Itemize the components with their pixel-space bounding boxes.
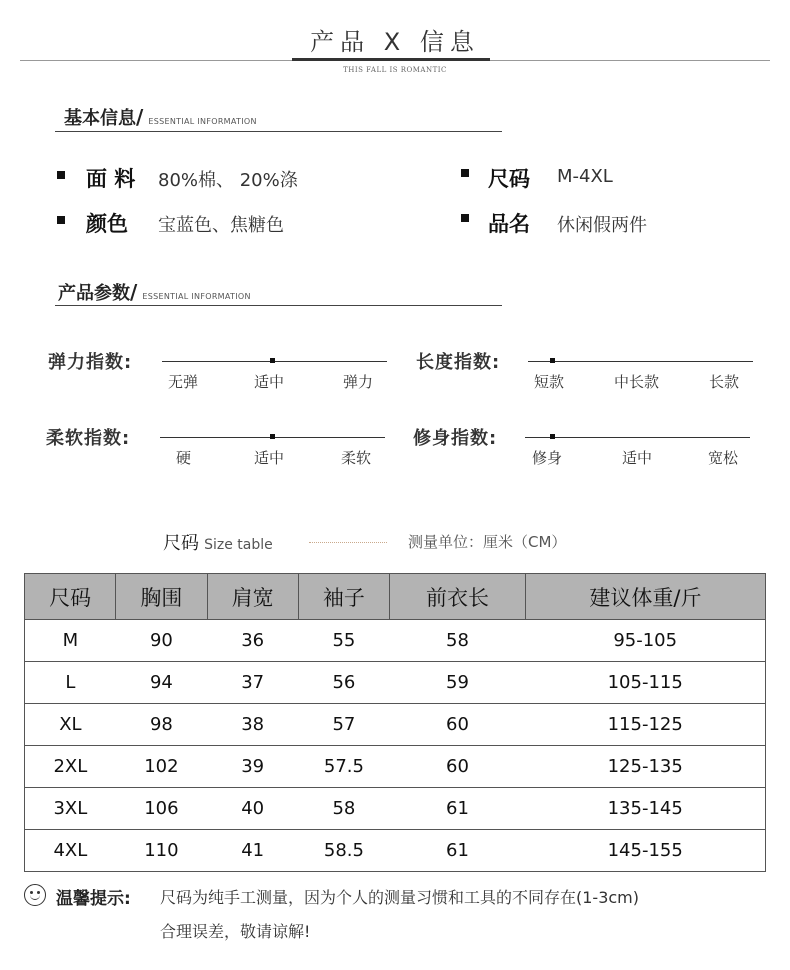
table-cell: 41	[207, 830, 298, 872]
table-row	[25, 704, 766, 746]
tip-label: 温馨提示:	[56, 889, 131, 909]
table-cell: 38	[207, 704, 298, 746]
table-cell: 36	[207, 620, 298, 662]
index-tick: 适中	[254, 373, 285, 391]
bullet-square	[461, 214, 469, 222]
table-cell: 58	[390, 620, 526, 662]
table-cell: 3XL	[25, 788, 116, 830]
table-cell: 102	[116, 746, 207, 788]
info-label-name: 品名	[488, 212, 530, 236]
table-cell: 94	[116, 662, 207, 704]
basic-info-divider	[55, 131, 502, 132]
table-row	[25, 620, 766, 662]
table-cell: 106	[116, 788, 207, 830]
info-value-color: 宝蓝色、焦糖色	[158, 215, 284, 236]
index-tick: 弹力	[343, 373, 374, 391]
index-label-elasticity: 弹力指数:	[48, 352, 133, 373]
bullet-square	[57, 171, 65, 179]
page-subtitle: THIS FALL IS ROMANTIC	[343, 66, 447, 74]
table-cell: 110	[116, 830, 207, 872]
title-underline	[292, 58, 490, 61]
index-tick: 中长款	[614, 373, 660, 391]
table-cell: 145-155	[525, 830, 765, 872]
size-table-unit: 测量单位：厘米（CM）	[408, 533, 567, 551]
table-cell: 58	[298, 788, 389, 830]
table-cell: 61	[390, 788, 526, 830]
index-marker	[270, 358, 275, 363]
info-value-fabric: 80%棉、 20%涤	[158, 170, 298, 191]
column-header: 袖子	[298, 574, 389, 620]
table-cell: 135-145	[525, 788, 765, 830]
size-table-caption	[163, 529, 273, 555]
info-label-color: 颜色	[86, 212, 128, 236]
table-cell: 57	[298, 704, 389, 746]
table-cell: 125-135	[525, 746, 765, 788]
basic-info-heading-en: ESSENTIAL INFORMATION	[148, 117, 257, 126]
table-row	[25, 662, 766, 704]
page-title: 产品 X 信息	[310, 28, 480, 56]
basic-info-heading	[64, 104, 257, 130]
info-value-size: M-4XL	[557, 166, 613, 187]
bullet-square	[57, 216, 65, 224]
table-cell: 2XL	[25, 746, 116, 788]
index-scale-line	[525, 437, 750, 438]
table-cell: 105-115	[525, 662, 765, 704]
table-cell: 60	[390, 704, 526, 746]
heading-slash: /	[136, 105, 144, 129]
smiley-icon	[24, 884, 46, 906]
table-cell: 39	[207, 746, 298, 788]
bullet-square	[461, 169, 469, 177]
index-tick: 短款	[534, 373, 565, 391]
column-header: 尺码	[25, 574, 116, 620]
table-row	[25, 788, 766, 830]
index-tick: 适中	[622, 449, 653, 467]
index-tick: 柔软	[341, 449, 372, 467]
table-cell: 57.5	[298, 746, 389, 788]
index-label-fit: 修身指数:	[413, 428, 498, 449]
basic-info-heading-cn: 基本信息	[64, 108, 136, 129]
column-header: 建议体重/斤	[525, 574, 765, 620]
table-cell: 4XL	[25, 830, 116, 872]
column-header: 胸围	[116, 574, 207, 620]
info-label-fabric: 面 料	[86, 167, 136, 191]
size-table-subtitle: Size table	[204, 537, 273, 553]
table-cell: 98	[116, 704, 207, 746]
info-label-size: 尺码	[488, 167, 530, 191]
index-tick: 宽松	[708, 449, 739, 467]
index-label-softness: 柔软指数:	[46, 428, 131, 449]
index-tick: 无弹	[168, 373, 199, 391]
index-marker	[270, 434, 275, 439]
index-scale-line	[528, 361, 753, 362]
table-cell: L	[25, 662, 116, 704]
tip-text-line1: 尺码为纯手工测量，因为个人的测量习惯和工具的不同存在(1-3cm)	[160, 888, 640, 907]
table-cell: 61	[390, 830, 526, 872]
size-table-title: 尺码	[163, 533, 199, 554]
index-tick: 硬	[176, 449, 192, 467]
table-cell: 95-105	[525, 620, 765, 662]
index-marker	[550, 434, 555, 439]
size-table	[24, 573, 766, 872]
table-cell: 55	[298, 620, 389, 662]
table-cell: 115-125	[525, 704, 765, 746]
column-header: 前衣长	[390, 574, 526, 620]
table-cell: 59	[390, 662, 526, 704]
table-cell: 60	[390, 746, 526, 788]
index-marker	[550, 358, 555, 363]
table-cell: 90	[116, 620, 207, 662]
table-cell: M	[25, 620, 116, 662]
index-tick: 长款	[709, 373, 740, 391]
dotted-divider	[309, 542, 387, 543]
tip-text-line2: 合理误差，敬请谅解!	[160, 922, 311, 941]
params-heading	[58, 279, 251, 305]
index-label-length: 长度指数:	[416, 352, 501, 373]
table-row	[25, 830, 766, 872]
params-divider	[55, 305, 502, 306]
table-header-row	[25, 574, 766, 620]
table-cell: 56	[298, 662, 389, 704]
table-cell: 40	[207, 788, 298, 830]
table-cell: XL	[25, 704, 116, 746]
params-heading-en: ESSENTIAL INFORMATION	[142, 292, 251, 301]
column-header: 肩宽	[207, 574, 298, 620]
table-row	[25, 746, 766, 788]
info-value-name: 休闲假两件	[557, 215, 647, 236]
index-tick: 修身	[532, 449, 563, 467]
table-cell: 37	[207, 662, 298, 704]
heading-slash: /	[130, 280, 138, 304]
params-heading-cn: 产品参数	[58, 283, 130, 304]
table-cell: 58.5	[298, 830, 389, 872]
index-tick: 适中	[254, 449, 285, 467]
